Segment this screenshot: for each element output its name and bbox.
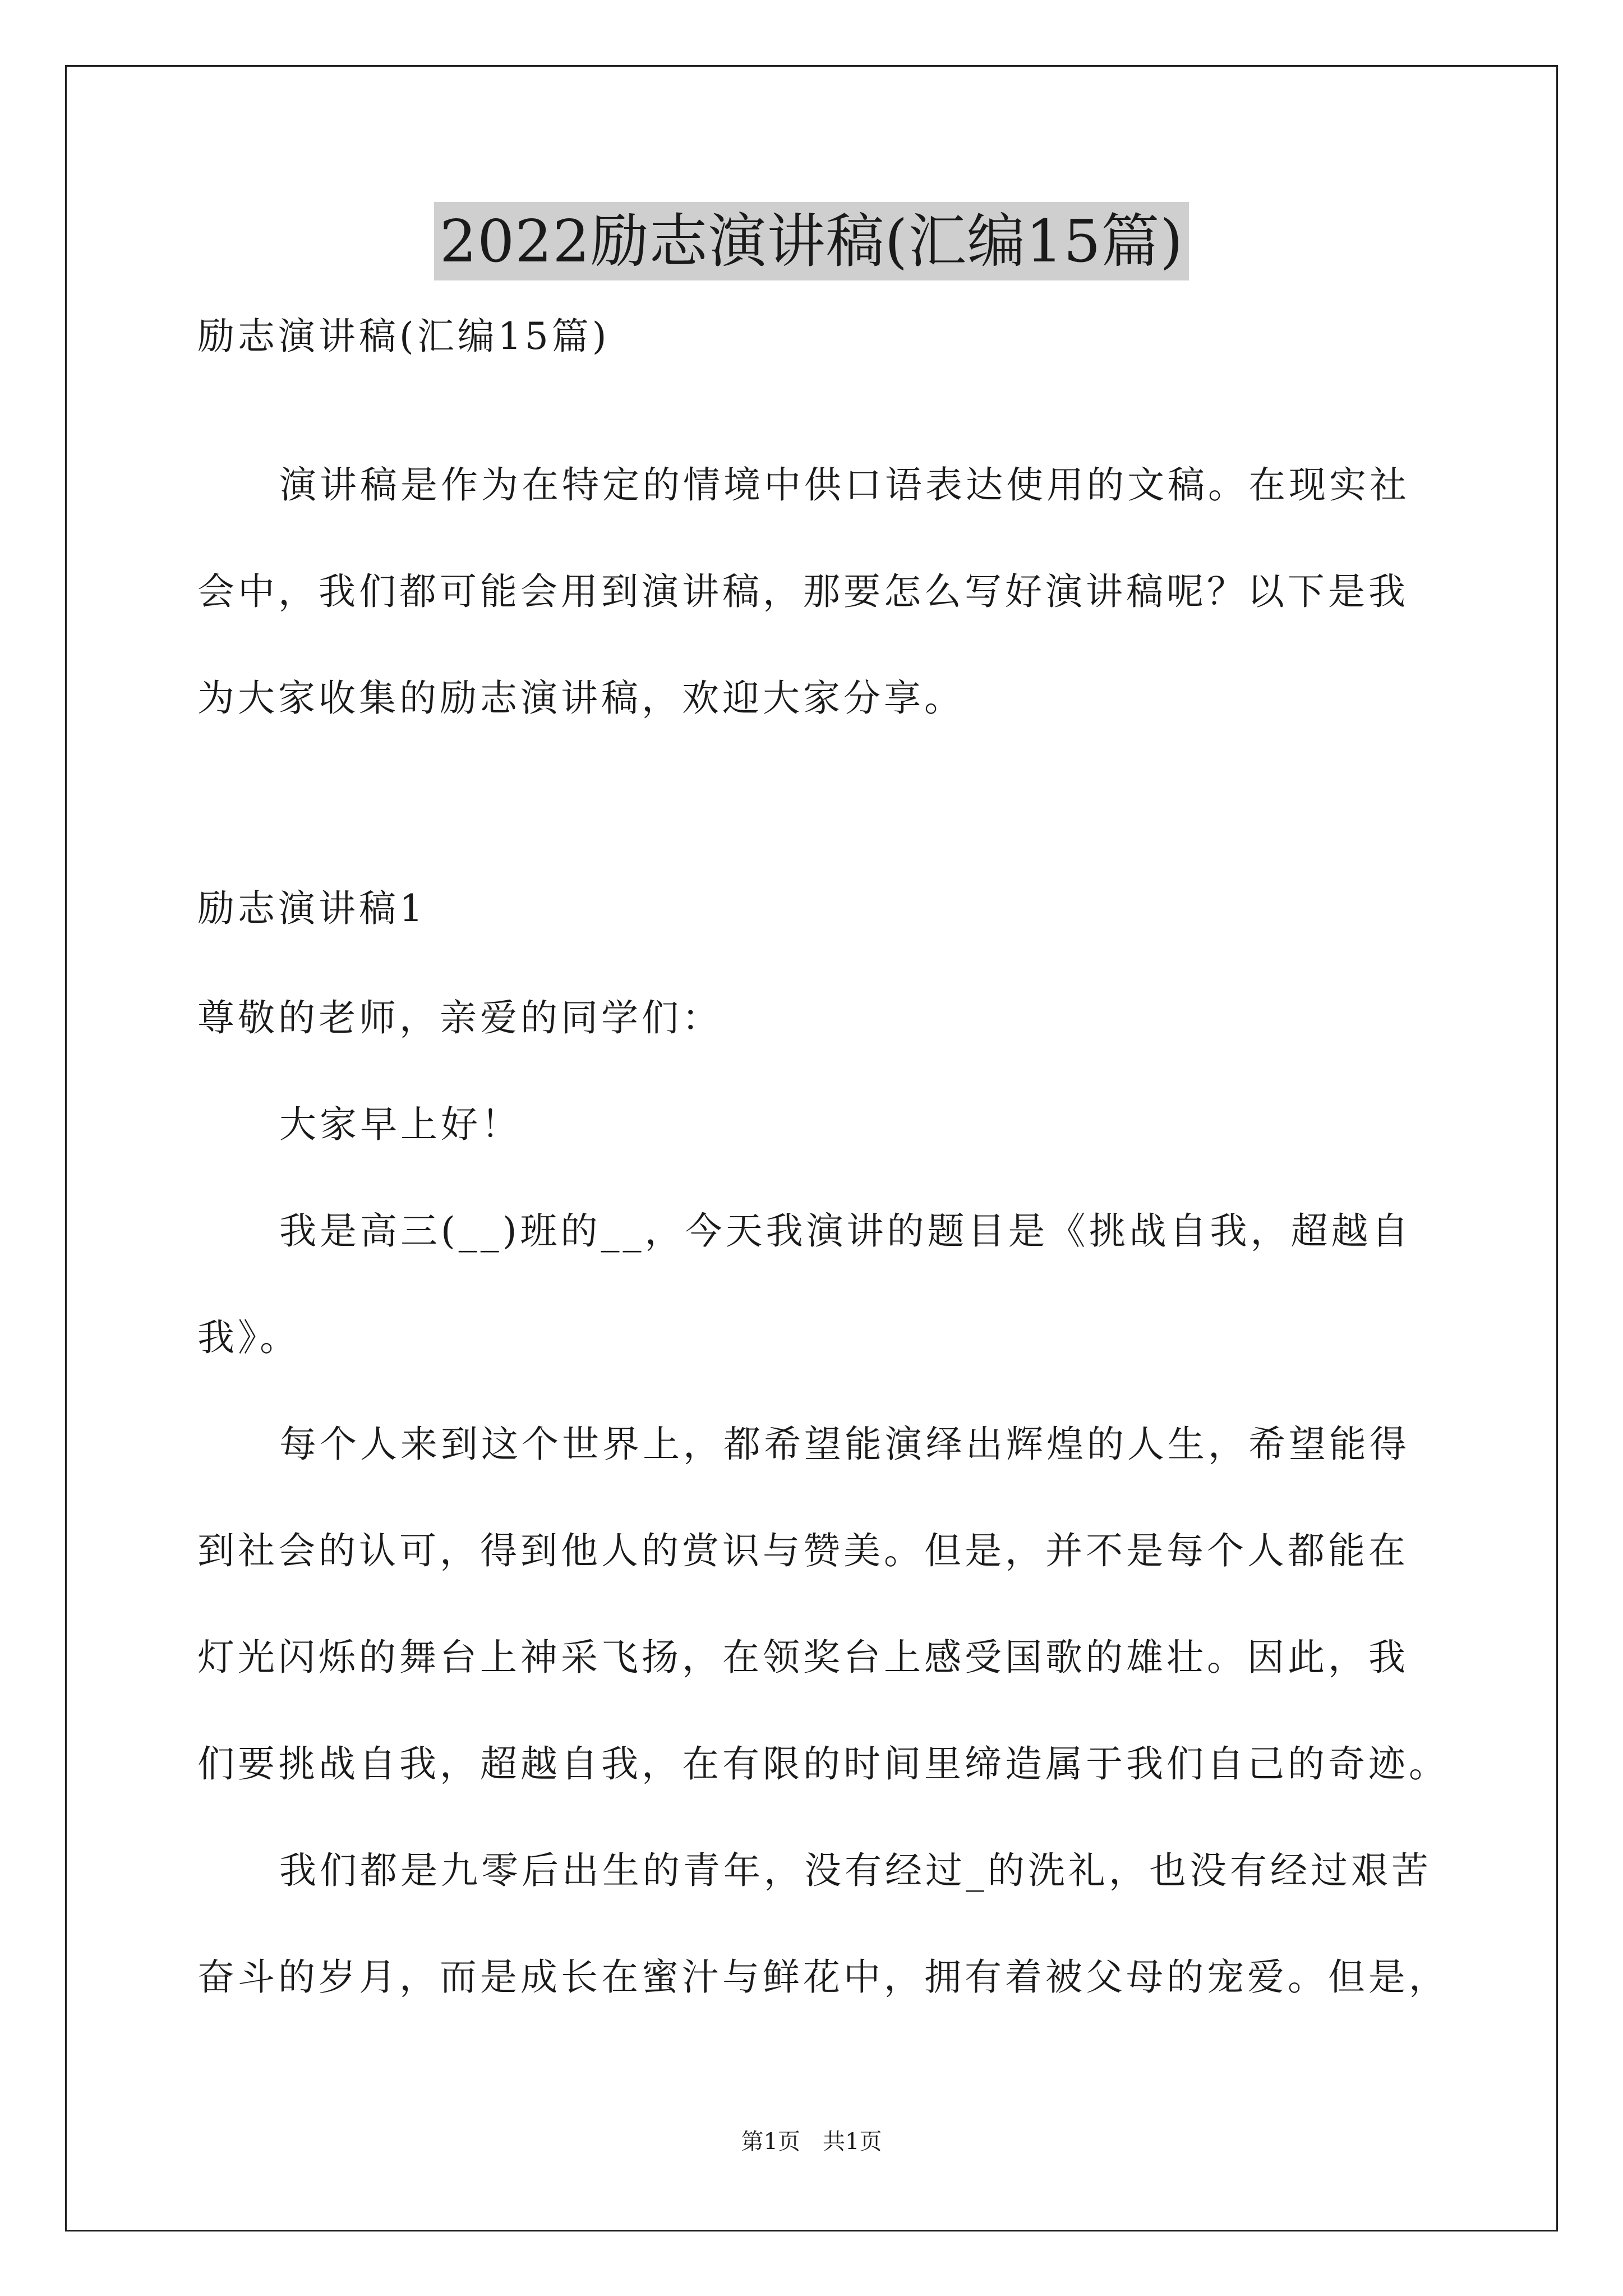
greeting: 大家早上好！ bbox=[279, 1103, 522, 1146]
paragraph-line: 我们都是九零后出生的青年，没有经过_的洗礼，也没有经过艰苦 bbox=[279, 1849, 1432, 1892]
paragraph-line: 我是高三(__)班的__，今天我演讲的题目是《挑战自我，超越自 bbox=[279, 1209, 1412, 1253]
subtitle: 励志演讲稿(汇编15篇) bbox=[197, 315, 610, 358]
paragraph-line: 们要挑战自我，超越自我，在有限的时间里缔造属于我们自己的奇迹。 bbox=[197, 1742, 1449, 1786]
intro-line-2: 会中，我们都可能会用到演讲稿，那要怎么写好演讲稿呢？以下是我 bbox=[197, 570, 1409, 613]
salutation: 尊敬的老师，亲爱的同学们： bbox=[197, 996, 722, 1039]
paragraph-line: 每个人来到这个世界上，都希望能演绎出辉煌的人生，希望能得 bbox=[279, 1423, 1410, 1466]
intro-line-3: 为大家收集的励志演讲稿，欢迎大家分享。 bbox=[197, 677, 965, 720]
paragraph-line: 到社会的认可，得到他人的赏识与赞美。但是，并不是每个人都能在 bbox=[197, 1529, 1409, 1572]
paragraph-line: 我》。 bbox=[197, 1316, 300, 1359]
paragraph-line: 奋斗的岁月，而是成长在蜜汁与鲜花中，拥有着被父母的宠爱。但是， bbox=[197, 1955, 1449, 1999]
document-title: 2022励志演讲稿(汇编15篇) bbox=[434, 202, 1189, 280]
page-number-footer: 第1页 共1页 bbox=[741, 2129, 882, 2155]
intro-line-1: 演讲稿是作为在特定的情境中供口语表达使用的文稿。在现实社 bbox=[279, 463, 1410, 507]
paragraph-line: 灯光闪烁的舞台上神采飞扬，在领奖台上感受国歌的雄壮。因此，我 bbox=[197, 1636, 1409, 1679]
section-heading: 励志演讲稿1 bbox=[197, 887, 426, 930]
title-container bbox=[0, 202, 1623, 280]
